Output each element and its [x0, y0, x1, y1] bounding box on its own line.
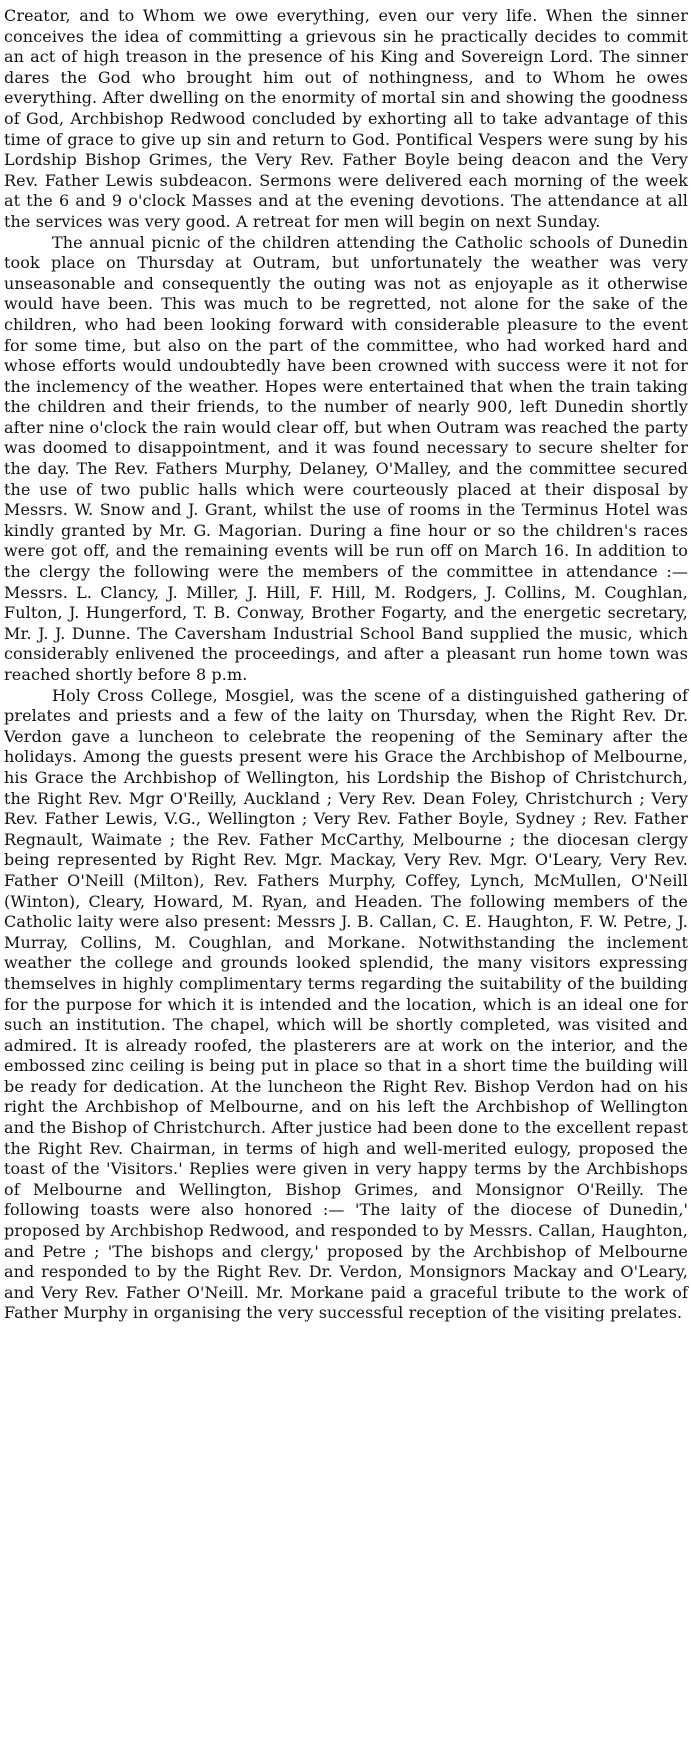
article-column: [4, 6, 688, 1324]
article-paragraph-picnic: The annual picnic of the children attending the Catholic schools of Dunedin took place on Thursday at Outram, but unfortunately the weather was very unseasonable and consequently the outing was not as enjoyaple as it otherwise would have been. This was much to be regretted, not alone for the sake of the children, who had been looking forward with considerable pleasure to the event for some time, but also on the part of the committee, who had worked hard and whose efforts would undoubtedly have been crowned with success were it not for the inclemency of the weather. Hopes were entertained that when the train taking the children and their friends, to the number of nearly 900, left Dunedin shortly after nine o'clock the rain would clear off, but when Outram was reached the party was doomed to disappointment, and it was found necessary to secure shelter for the day. The Rev. Fathers Murphy, Delaney, O'Malley, and the committee secured the use of two public halls which were courteously placed at their disposal by Messrs. W. Snow and J. Grant, whilst the use of rooms in the Terminus Hotel was kindly granted by Mr. G. Magorian. During a fine hour or so the children's races were got off, and the remaining events will be run off on March 16. In addition to the clergy the following were the members of the committee in attendance :— Messrs. L. Clancy, J. Miller, J. Hill, F. Hill, M. Rodgers, J. Collins, M. Coughlan, Fulton, J. Hungerford, T. B. Conway, Brother Fogarty, and the energetic secretary, Mr. J. J. Dunne. The Caversham Industrial School Band supplied the music, which considerably enlivened the proceedings, and after a pleasant run home town was reached shortly before 8 p.m.: [4, 232, 688, 684]
article-paragraph-continuation: Creator, and to Whom we owe everything, even our very life. When the sinner conceives the idea of committing a grievous sin he practically decides to commit an act of high treason in the presence of his King and Sovereign Lord. The sinner dares the God who brought him out of nothingness, and to Whom he owes everything. After dwelling on the enormity of mortal sin and showing the goodness of God, Archbishop Redwood concluded by exhorting all to take advantage of this time of grace to give up sin and return to God. Pontifical Vespers were sung by his Lordship Bishop Grimes, the Very Rev. Father Boyle being deacon and the Very Rev. Father Lewis subdeacon. Sermons were delivered each morning of the week at the 6 and 9 o'clock Masses and at the evening devotions. The attendance at all the services was very good. A retreat for men will begin on next Sunday.: [4, 6, 688, 231]
article-paragraph-holy-cross-college: Holy Cross College, Mosgiel, was the scene of a distinguished gathering of prelates and priests and a few of the laity on Thursday, when the Right Rev. Dr. Verdon gave a luncheon to celebrate the reopening of the Seminary after the holidays. Among the guests present were his Grace the Archbishop of Melbourne, his Grace the Archbishop of Wellington, his Lordship the Bishop of Christchurch, the Right Rev. Mgr O'Reilly, Auckland ; Very Rev. Dean Foley, Christchurch ; Very Rev. Father Lewis, V.G., Wellington ; Very Rev. Father Boyle, Sydney ; Rev. Father Regnault, Waimate ; the Rev. Father McCarthy, Melbourne ; the diocesan clergy being represented by Right Rev. Mgr. Mackay, Very Rev. Mgr. O'Leary, Very Rev. Father O'Neill (Milton), Rev. Fathers Murphy, Coffey, Lynch, McMullen, O'Neill (Winton), Cleary, Howard, M. Ryan, and Headen. The following members of the Catholic laity were also present: Messrs J. B. Callan, C. E. Haughton, F. W. Petre, J. Murray, Collins, M. Coughlan, and Morkane. Notwithstanding the inclement weather the college and grounds looked splendid, the many visitors expressing themselves in highly complimentary terms regarding the suitability of the building for the purpose for which it is intended and the location, which is an ideal one for such an institution. The chapel, which will be shortly completed, was visited and admired. It is already roofed, the plasterers are at work on the interior, and the embossed zinc ceiling is being put in place so that in a short time the building will be ready for dedication. At the luncheon the Right Rev. Bishop Verdon had on his right the Archbishop of Melbourne, and on his left the Archbishop of Wellington and the Bishop of Christchurch. After justice had been done to the excellent repast the Right Rev. Chairman, in terms of high and well-merited eulogy, proposed the toast of the 'Visitors.' Replies were given in very happy terms by the Archbishops of Melbourne and Wellington, Bishop Grimes, and Monsignor O'Reilly. The following toasts were also honored :— 'The laity of the diocese of Dunedin,' proposed by Archbishop Redwood, and responded to by Messrs. Callan, Haughton, and Petre ; 'The bishops and clergy,' proposed by the Archbishop of Melbourne and responded to by the Right Rev. Dr. Verdon, Monsignors Mackay and O'Leary, and Very Rev. Father O'Neill. Mr. Morkane paid a graceful tribute to the work of Father Murphy in organising the very successful reception of the visiting prelates.: [4, 685, 688, 1323]
